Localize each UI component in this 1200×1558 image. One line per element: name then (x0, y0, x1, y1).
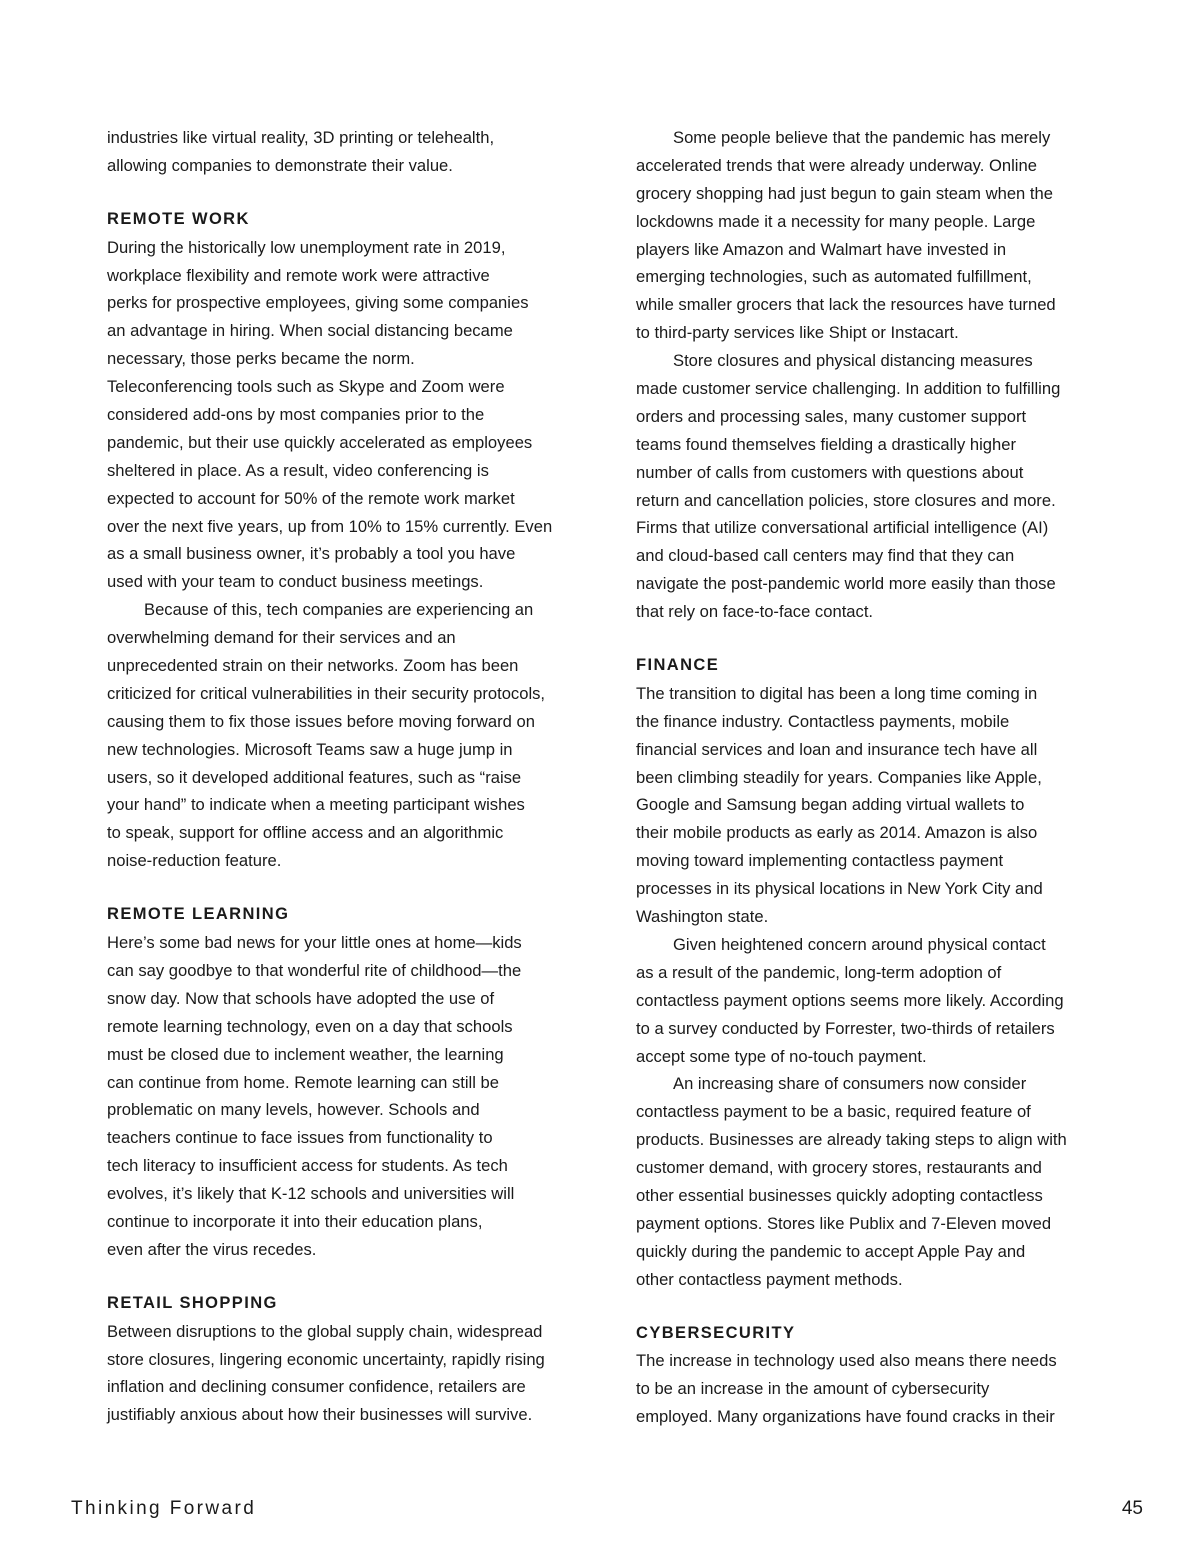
text-line: Because of this, tech companies are experiencing an (144, 600, 534, 620)
retail-shopping-paragraph-2 (636, 124, 1116, 347)
text-line: over the next five years, up from 10% to 15% currently. Even (107, 516, 553, 536)
text-line: During the historically low unemployment rate in 2019, (107, 237, 506, 257)
section-heading-cybersecurity: CYBERSECURITY (636, 1323, 796, 1342)
text-line: other contactless payment methods. (636, 1269, 903, 1289)
remote-learning-paragraph-1 (107, 929, 587, 1264)
text-line: even after the virus recedes. (107, 1239, 317, 1259)
text-line: The increase in technology used also means there needs (636, 1351, 1057, 1371)
text-line: processes in its physical locations in New York City and (636, 879, 1043, 899)
text-line: accelerated trends that were already underway. Online (636, 155, 1037, 175)
text-line: to speak, support for offline access and an algorithmic (107, 823, 504, 843)
text-line: necessary, those perks became the norm. (107, 349, 415, 369)
text-line: noise-reduction feature. (107, 851, 282, 871)
text-line: problematic on many levels, however. Schools and (107, 1100, 480, 1120)
text-line: products. Businesses are already taking steps to align with (636, 1130, 1067, 1150)
text-line: criticized for critical vulnerabilities in their security protocols, (107, 683, 546, 703)
text-line: contactless payment to be a basic, required feature of (636, 1102, 1031, 1122)
text-line: can continue from home. Remote learning can still be (107, 1072, 500, 1092)
text-line: while smaller grocers that lack the resources have turned (636, 295, 1056, 315)
text-line: emerging technologies, such as automated fulfillment, (636, 267, 1032, 287)
text-line: tech literacy to insufficient access for students. As tech (107, 1156, 508, 1176)
text-line: Washington state. (636, 907, 769, 927)
text-line: moving toward implementing contactless payment (636, 851, 1004, 871)
text-line: contactless payment options seems more likely. According (636, 990, 1064, 1010)
text-line: financial services and loan and insurance tech have all (636, 739, 1038, 759)
text-line: justifiably anxious about how their businesses will survive. (107, 1405, 533, 1425)
text-line: lockdowns made it a necessity for many people. Large (636, 211, 1036, 231)
text-line: Google and Samsung began adding virtual wallets to (636, 795, 1025, 815)
text-line: workplace flexibility and remote work were attractive (107, 265, 490, 285)
footer-publication-title: Thinking Forward (71, 1498, 257, 1519)
text-line: customer demand, with grocery stores, restaurants and (636, 1158, 1042, 1178)
text-line: causing them to fix those issues before moving forward on (107, 711, 535, 731)
text-line: grocery shopping had just begun to gain steam when the (636, 183, 1053, 203)
text-line: their mobile products as early as 2014. Amazon is also (636, 823, 1038, 843)
text-line: snow day. Now that schools have adopted the use of (107, 988, 495, 1008)
text-line: overwhelming demand for their services and an (107, 628, 456, 648)
text-line: as a small business owner, it’s probably a tool you have (107, 544, 516, 564)
text-line: navigate the post-pandemic world more easily than those (636, 574, 1056, 594)
text-line: orders and processing sales, many customer support (636, 406, 1027, 426)
text-line: been climbing steadily for years. Companies like Apple, (636, 767, 1042, 787)
section-heading-remote-learning: REMOTE LEARNING (107, 905, 290, 924)
text-line: Here’s some bad news for your little ones at home—kids (107, 933, 522, 953)
left-column (107, 124, 587, 1429)
text-line: An increasing share of consumers now consider (673, 1074, 1027, 1094)
intro-paragraph (107, 124, 587, 180)
remote-work-paragraph-2 (107, 596, 587, 875)
text-line: can say goodbye to that wonderful rite of childhood—the (107, 960, 522, 980)
remote-work-paragraph-1 (107, 234, 587, 597)
text-line: made customer service challenging. In addition to fulfilling (636, 379, 1061, 399)
text-line: must be closed due to inclement weather, the learning (107, 1044, 504, 1064)
text-line: store closures, lingering economic uncertainty, rapidly rising (107, 1349, 545, 1369)
text-line: number of calls from customers with questions about (636, 462, 1024, 482)
text-line: teams found themselves fielding a drastically higher (636, 434, 1017, 454)
text-line: your hand” to indicate when a meeting participant wishes (107, 795, 525, 815)
text-line: Given heightened concern around physical contact (673, 934, 1046, 954)
text-line: industries like virtual reality, 3D printing or telehealth, (107, 128, 495, 147)
text-line: unprecedented strain on their networks. Zoom has been (107, 656, 519, 676)
text-line: remote learning technology, even on a day that schools (107, 1016, 513, 1036)
text-line: expected to account for 50% of the remote work market (107, 488, 515, 508)
text-line: considered add-ons by most companies prior to the (107, 405, 485, 425)
text-line: pandemic, but their use quickly accelerated as employees (107, 432, 533, 452)
text-line: sheltered in place. As a result, video conferencing is (107, 460, 489, 480)
section-heading-remote-work: REMOTE WORK (107, 209, 250, 228)
text-line: accept some type of no-touch payment. (636, 1046, 927, 1066)
section-heading-finance: FINANCE (636, 656, 720, 675)
text-line: to be an increase in the amount of cybersecurity (636, 1379, 990, 1399)
text-line: evolves, it’s likely that K-12 schools and universities will (107, 1184, 515, 1204)
text-line: allowing companies to demonstrate their value. (107, 155, 453, 175)
text-line: Firms that utilize conversational artificial intelligence (AI) (636, 518, 1049, 538)
text-line: Teleconferencing tools such as Skype and Zoom were (107, 377, 505, 397)
text-line: the finance industry. Contactless payments, mobile (636, 711, 1010, 731)
text-line: new technologies. Microsoft Teams saw a huge jump in (107, 739, 513, 759)
retail-shopping-paragraph-3 (636, 347, 1116, 626)
text-line: teachers continue to face issues from functionality to (107, 1128, 493, 1148)
text-line: Store closures and physical distancing measures (673, 351, 1033, 371)
page-number: 45 (1121, 1498, 1143, 1519)
text-line: Between disruptions to the global supply chain, widespread (107, 1321, 543, 1341)
retail-shopping-paragraph-1 (107, 1318, 587, 1430)
right-column (636, 124, 1116, 1431)
text-line: return and cancellation policies, store closures and more. (636, 490, 1056, 510)
text-line: to a survey conducted by Forrester, two-thirds of retailers (636, 1018, 1055, 1038)
text-line: quickly during the pandemic to accept Apple Pay and (636, 1241, 1026, 1261)
finance-paragraph-3 (636, 1070, 1116, 1293)
text-line: as a result of the pandemic, long-term adoption of (636, 962, 1002, 982)
finance-paragraph-2 (636, 931, 1116, 1070)
text-line: The transition to digital has been a long time coming in (636, 683, 1038, 703)
text-line: other essential businesses quickly adopting contactless (636, 1185, 1043, 1205)
text-line: payment options. Stores like Publix and 7-Eleven moved (636, 1213, 1052, 1233)
text-line: used with your team to conduct business meetings. (107, 572, 484, 592)
text-line: players like Amazon and Walmart have invested in (636, 239, 1007, 259)
text-line: Some people believe that the pandemic has merely (673, 128, 1051, 147)
finance-paragraph-1 (636, 680, 1116, 931)
text-line: inflation and declining consumer confidence, retailers are (107, 1377, 526, 1397)
text-line: to third-party services like Shipt or Instacart. (636, 323, 959, 343)
section-heading-retail-shopping: RETAIL SHOPPING (107, 1293, 278, 1312)
text-line: employed. Many organizations have found cracks in their (636, 1407, 1055, 1427)
cybersecurity-paragraph-1 (636, 1347, 1116, 1431)
text-line: an advantage in hiring. When social distancing became (107, 321, 513, 341)
text-line: and cloud-based call centers may find that they can (636, 546, 1015, 566)
text-line: that rely on face-to-face contact. (636, 602, 874, 622)
text-line: continue to incorporate it into their education plans, (107, 1211, 483, 1231)
text-line: users, so it developed additional features, such as “raise (107, 767, 522, 787)
text-line: perks for prospective employees, giving some companies (107, 293, 529, 313)
